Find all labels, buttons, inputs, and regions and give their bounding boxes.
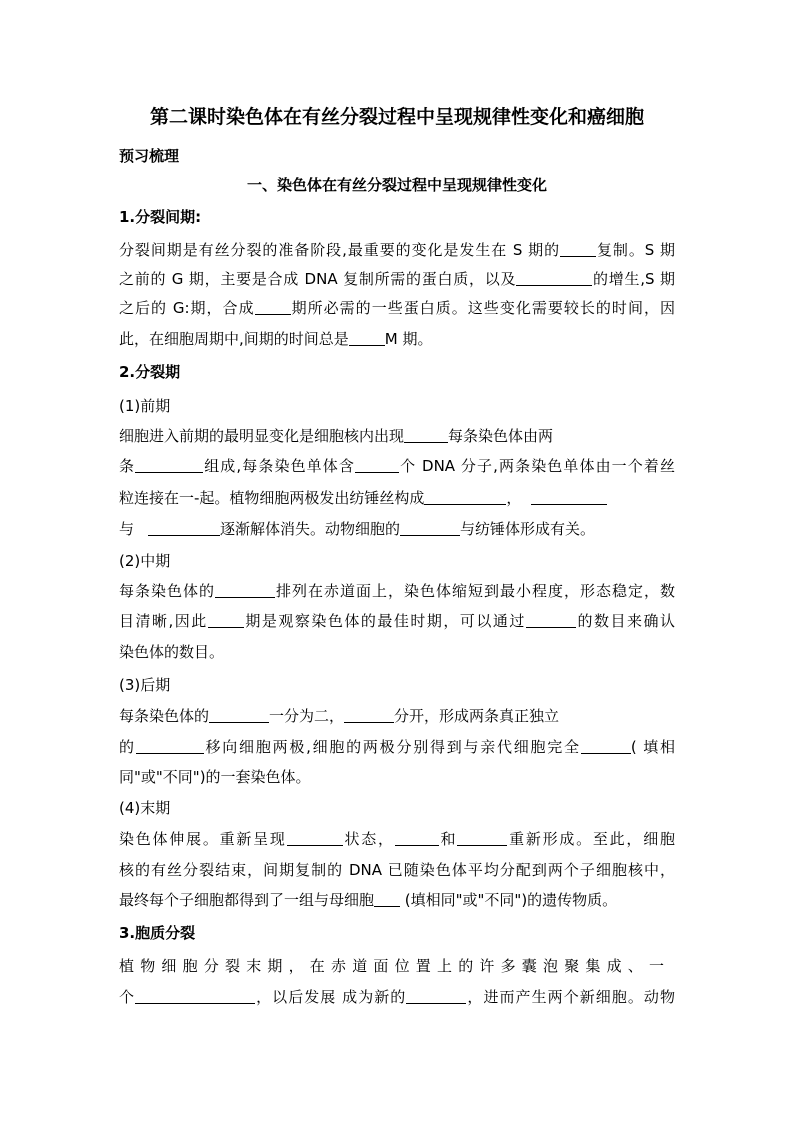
section-heading-1: 一、染色体在有丝分裂过程中呈现规律性变化 [246, 176, 547, 194]
anaphase-line-1 [119, 705, 675, 727]
metaphase-label: (2)中期 [119, 552, 171, 570]
answer-blank[interactable] [457, 829, 507, 846]
prophase-line-1 [119, 425, 675, 447]
text: (填相同"或"不同")的遗传物质。 [400, 891, 618, 909]
answer-blank[interactable] [135, 987, 255, 1004]
answer-blank[interactable] [255, 298, 291, 315]
text: 细胞进入前期的最明显变化是细胞核内出现 [119, 427, 405, 445]
text: 之前的 G 期，主要是合成 DNA 复制所需的蛋白质，以及 [119, 270, 517, 288]
text: 个 [119, 988, 136, 1006]
text: 粒连接在一-起。植物细胞两极发出纺锤丝构成 [119, 489, 425, 507]
answer-blank[interactable] [148, 519, 220, 536]
answer-blank[interactable] [136, 737, 204, 754]
text: 条 [119, 457, 136, 475]
answer-blank[interactable] [349, 329, 385, 346]
text: 此，在细胞周期中,间期的时间总是 [119, 330, 349, 348]
text: ，以后发展 成为新的 [255, 988, 407, 1006]
text: 组成,每条染色单体含 [203, 457, 355, 475]
answer-blank[interactable] [135, 456, 203, 473]
answer-blank[interactable] [344, 706, 394, 723]
text: 期是观察染色体的最佳时期，可以通过 [243, 612, 526, 630]
interphase-line-3 [119, 297, 675, 319]
preview-heading: 预习梳理 [119, 147, 180, 165]
answer-blank[interactable] [215, 581, 275, 598]
telophase-line-3 [119, 889, 675, 911]
text: 的增生,S 期 [592, 270, 675, 288]
text: 的 [119, 738, 136, 756]
prophase-line-2 [119, 455, 675, 477]
answer-blank[interactable] [531, 488, 607, 505]
text: 分开，形成两条真正独立 [394, 707, 560, 725]
text: 每条染色体的 [119, 707, 210, 725]
answer-blank[interactable] [581, 737, 631, 754]
text: ( 填相 [630, 738, 675, 756]
text: 排列在赤道面上，染色体缩短到最小程度，形态稳定，数 [275, 582, 675, 600]
prophase-label: (1)前期 [119, 397, 171, 415]
text: 期所必需的一些蛋白质。这些变化需要较长的时间，因 [290, 299, 675, 317]
telophase-label: (4)末期 [119, 799, 171, 817]
cytokinesis-line-1: 植物细胞分裂末期，在赤道面位置上的许多囊泡聚集成、一 [119, 957, 671, 975]
text: 逐渐解体消失。动物细胞的 [220, 520, 401, 538]
text: 与纺锤体形成有关。 [460, 520, 596, 538]
metaphase-line-1 [119, 580, 675, 602]
metaphase-line-3: 染色体的数目。 [119, 643, 225, 661]
metaphase-line-2 [119, 610, 675, 632]
answer-blank[interactable] [287, 829, 343, 846]
text: 一分为二， [269, 707, 345, 725]
mitotic-phase-heading: 2.分裂期 [119, 363, 181, 381]
answer-blank[interactable] [560, 240, 596, 257]
text: 重新形成。至此，细胞 [507, 830, 675, 848]
text: M 期。 [384, 330, 433, 348]
page-title: 第二课时染色体在有丝分裂过程中呈现规律性变化和癌细胞 [149, 106, 644, 128]
answer-blank[interactable] [355, 456, 399, 473]
answer-blank[interactable] [406, 987, 466, 1004]
interphase-line-1 [119, 239, 675, 261]
answer-blank[interactable] [400, 519, 460, 536]
text: 个 DNA 分子,两条染色单体由一个着丝 [398, 457, 675, 475]
text: 的数目来确认 [575, 612, 675, 630]
text: 最终每个子细胞都得到了一组与母细胞 [119, 891, 375, 909]
text: 每条染色体的 [119, 582, 215, 600]
interphase-line-2 [119, 268, 675, 290]
answer-blank[interactable] [424, 488, 506, 505]
interphase-line-4 [119, 328, 675, 350]
cytokinesis-heading: 3.胞质分裂 [119, 924, 196, 942]
prophase-line-4 [119, 518, 675, 540]
text: 染色体伸展。重新呈现 [119, 830, 287, 848]
answer-blank[interactable] [516, 269, 592, 286]
telophase-line-2: 核的有丝分裂结束，间期复制的 DNA 已随染色体平均分配到两个子细胞核中， [119, 861, 675, 879]
text: ， [506, 489, 522, 507]
text: 复制。S 期 [596, 241, 675, 259]
text: 状态， [342, 830, 395, 848]
text: 与 [119, 520, 135, 538]
answer-blank[interactable] [374, 890, 400, 907]
text: 之后的 G:期，合成 [119, 299, 255, 317]
text: 分裂间期是有丝分裂的准备阶段,最重要的变化是发生在 S 期的 [119, 241, 561, 259]
text: 目清晰,因此 [119, 612, 208, 630]
answer-blank[interactable] [209, 706, 269, 723]
prophase-line-3 [119, 487, 675, 509]
anaphase-label: (3)后期 [119, 676, 171, 694]
answer-blank[interactable] [526, 611, 576, 628]
answer-blank[interactable] [404, 426, 448, 443]
interphase-heading: 1.分裂间期: [119, 208, 202, 226]
anaphase-line-3: 同"或"不同")的一套染色体。 [119, 768, 311, 786]
telophase-line-1 [119, 828, 675, 850]
text: 和 [438, 830, 458, 848]
text: 移向细胞两极,细胞的两极分别得到与亲代细胞完全 [203, 738, 581, 756]
text: 每条染色体由两 [448, 427, 554, 445]
anaphase-line-2 [119, 736, 675, 758]
cytokinesis-line-2 [119, 986, 675, 1008]
answer-blank[interactable] [395, 829, 439, 846]
answer-blank[interactable] [208, 611, 244, 628]
text: ，进而产生两个新细胞。动物 [466, 988, 675, 1006]
